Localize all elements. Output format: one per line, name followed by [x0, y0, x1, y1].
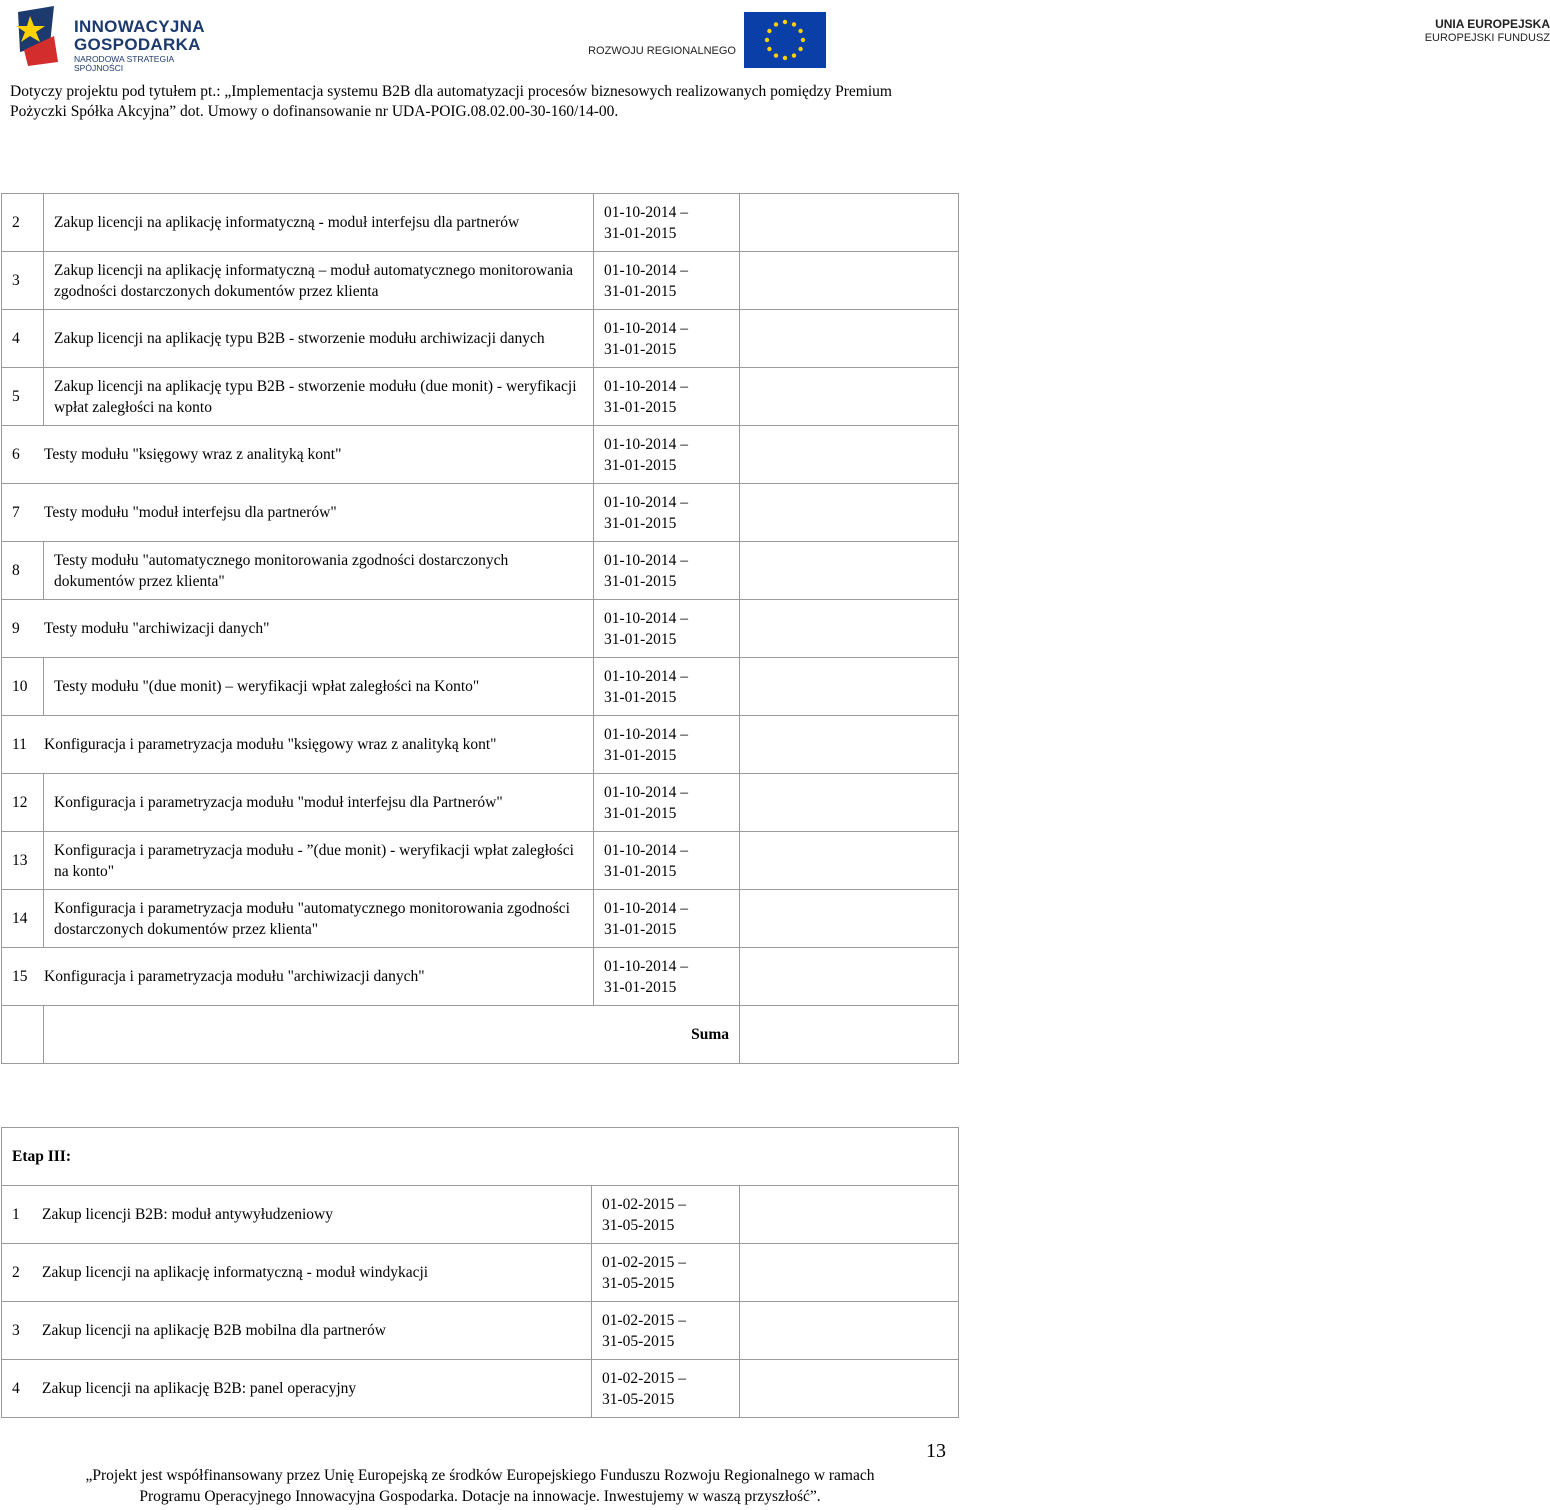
table-row — [2, 1186, 959, 1244]
flag-logo-icon — [14, 6, 70, 66]
eu-logo-line3: ROZWOJU REGIONALNEGO — [588, 45, 736, 57]
project-reference — [10, 82, 950, 122]
amount-cell — [740, 542, 959, 600]
task-description: Zakup licencji B2B: moduł antywyłudzeniowy — [42, 1206, 334, 1223]
date-end: 31-01-2015 — [604, 282, 677, 300]
date-start: 01-10-2014 – — [604, 203, 688, 221]
task-description: Konfiguracja i parametryzacja modułu "automatycznego monitorowania zgodności dostarczonych dokumentów przez klienta" — [44, 890, 594, 948]
eu-logo-line2: EUROPEJSKI FUNDUSZ — [1424, 32, 1550, 44]
amount-cell — [740, 832, 959, 890]
eu-flag-icon — [744, 12, 826, 68]
task-number: 13 — [2, 832, 44, 890]
stage-header-row — [2, 1128, 959, 1186]
task-date-range — [594, 832, 740, 890]
table-row — [2, 310, 959, 368]
task-cell — [2, 1360, 592, 1418]
task-description: Konfiguracja i parametryzacja modułu - ”(due monit) - weryfikacji wpłat zaległości na konto" — [44, 832, 594, 890]
task-number: 3 — [2, 252, 44, 310]
task-number: 7 — [12, 504, 20, 521]
logo-title-line1: INNOWACYJNA — [74, 17, 205, 36]
task-date-range — [594, 716, 740, 774]
amount-cell — [740, 1186, 959, 1244]
task-description: Zakup licencji na aplikację B2B: panel operacyjny — [42, 1380, 357, 1397]
sum-label: Suma — [44, 1006, 740, 1064]
task-description: Konfiguracja i parametryzacja modułu "moduł interfejsu dla Partnerów" — [44, 774, 594, 832]
sum-value-cell — [740, 1006, 959, 1064]
table-row — [2, 1360, 959, 1418]
task-description: Testy modułu "archiwizacji danych" — [44, 620, 270, 637]
task-description: Zakup licencji na aplikację informatyczną - moduł interfejsu dla partnerów — [44, 194, 594, 252]
footer-note — [0, 1465, 960, 1507]
task-cell — [2, 1186, 592, 1244]
table-row — [2, 194, 959, 252]
amount-cell — [740, 890, 959, 948]
date-end: 31-01-2015 — [604, 340, 677, 358]
task-description: Konfiguracja i parametryzacja modułu "księgowy wraz z analityką kont" — [44, 736, 497, 753]
amount-cell — [740, 368, 959, 426]
date-start: 01-10-2014 – — [604, 667, 688, 685]
amount-cell — [740, 310, 959, 368]
task-date-range — [594, 484, 740, 542]
task-cell — [2, 716, 594, 774]
project-reference-line2: Pożyczki Spółka Akcyjna” dot. Umowy o dofinansowanie nr UDA-POIG.08.02.00-30-160/14-00. — [10, 103, 619, 120]
date-end: 31-05-2015 — [602, 1332, 675, 1350]
table-row — [2, 716, 959, 774]
task-date-range — [594, 310, 740, 368]
task-cell — [2, 1302, 592, 1360]
date-start: 01-10-2014 – — [604, 493, 688, 511]
task-date-range — [594, 368, 740, 426]
task-number: 14 — [2, 890, 44, 948]
amount-cell — [740, 426, 959, 484]
amount-cell — [740, 658, 959, 716]
task-number: 2 — [2, 194, 44, 252]
task-cell — [2, 948, 594, 1006]
sum-row — [2, 1006, 959, 1064]
date-end: 31-01-2015 — [604, 630, 677, 648]
task-date-range — [594, 252, 740, 310]
task-description: Zakup licencji na aplikację typu B2B - stworzenie modułu (due monit) - weryfikacji wpłat zaległości na konto — [44, 368, 594, 426]
date-start: 01-10-2014 – — [604, 725, 688, 743]
task-number: 12 — [2, 774, 44, 832]
date-start: 01-10-2014 – — [604, 261, 688, 279]
table-row — [2, 252, 959, 310]
logo-title-line2: GOSPODARKA — [74, 35, 201, 54]
date-end: 31-01-2015 — [604, 514, 677, 532]
task-date-range — [594, 658, 740, 716]
table-row — [2, 658, 959, 716]
task-description: Zakup licencji na aplikację typu B2B - stworzenie modułu archiwizacji danych — [44, 310, 594, 368]
task-description: Zakup licencji na aplikację informatyczną – moduł automatycznego monitorowania zgodności dostarczonych dokumentów przez klienta — [44, 252, 594, 310]
eu-logo-line1: UNIA EUROPEJSKA — [1435, 17, 1550, 31]
amount-cell — [740, 600, 959, 658]
amount-cell — [740, 252, 959, 310]
date-end: 31-01-2015 — [604, 746, 677, 764]
task-number: 11 — [12, 736, 27, 753]
task-cell — [2, 600, 594, 658]
task-number: 3 — [12, 1322, 20, 1339]
task-cell — [2, 426, 594, 484]
date-start: 01-10-2014 – — [604, 551, 688, 569]
table-row — [2, 542, 959, 600]
task-description: Testy modułu "automatycznego monitorowania zgodności dostarczonych dokumentów przez klienta" — [44, 542, 594, 600]
project-reference-line1: Dotyczy projektu pod tytułem pt.: „Implementacja systemu B2B dla automatyzacji procesów biznesowych realizowanych pomiędzy Premium — [10, 83, 892, 100]
date-end: 31-01-2015 — [604, 920, 677, 938]
date-end: 31-01-2015 — [604, 572, 677, 590]
task-date-range — [592, 1244, 740, 1302]
task-description: Testy modułu "księgowy wraz z analityką kont" — [44, 446, 342, 463]
date-start: 01-10-2014 – — [604, 609, 688, 627]
date-end: 31-05-2015 — [602, 1390, 675, 1408]
task-date-range — [592, 1302, 740, 1360]
task-description: Konfiguracja i parametryzacja modułu "archiwizacji danych" — [44, 968, 425, 985]
date-start: 01-10-2014 – — [604, 957, 688, 975]
amount-cell — [740, 194, 959, 252]
task-number: 2 — [12, 1264, 20, 1281]
task-cell — [2, 484, 594, 542]
amount-cell — [740, 1360, 959, 1418]
table-row — [2, 774, 959, 832]
date-end: 31-01-2015 — [604, 978, 677, 996]
task-number: 4 — [2, 310, 44, 368]
footer-line1: „Projekt jest współfinansowany przez Unię Europejską ze środków Europejskiego Funduszu Rozwoju Regionalnego w ramach — [85, 1467, 875, 1484]
task-description: Zakup licencji na aplikację informatyczną - moduł windykacji — [42, 1264, 429, 1281]
date-end: 31-01-2015 — [604, 398, 677, 416]
task-description: Testy modułu "moduł interfejsu dla partnerów" — [44, 504, 337, 521]
amount-cell — [740, 948, 959, 1006]
task-number: 1 — [12, 1206, 20, 1223]
date-start: 01-02-2015 – — [602, 1311, 686, 1329]
date-end: 31-01-2015 — [604, 456, 677, 474]
table-row — [2, 1244, 959, 1302]
amount-cell — [740, 484, 959, 542]
table-row — [2, 832, 959, 890]
date-start: 01-10-2014 – — [604, 377, 688, 395]
footer-line2: Programu Operacyjnego Innowacyjna Gospodarka. Dotacje na innowacje. Inwestujemy w waszą przyszłość”. — [139, 1488, 821, 1505]
innowacyjna-gospodarka-logo — [14, 6, 224, 73]
task-date-range — [594, 426, 740, 484]
table-row — [2, 890, 959, 948]
logo-subtitle: NARODOWA STRATEGIA SPÓJNOŚCI — [74, 54, 174, 73]
tasks-table-stage2 — [1, 193, 959, 1064]
date-start: 01-02-2015 – — [602, 1369, 686, 1387]
date-end: 31-01-2015 — [604, 224, 677, 242]
task-date-range — [594, 774, 740, 832]
table-row — [2, 1302, 959, 1360]
page-number: 13 — [926, 1440, 946, 1462]
task-date-range — [592, 1360, 740, 1418]
task-date-range — [594, 194, 740, 252]
task-number: 10 — [2, 658, 44, 716]
date-end: 31-01-2015 — [604, 688, 677, 706]
table-row — [2, 426, 959, 484]
table-row — [2, 484, 959, 542]
task-number: 6 — [12, 446, 20, 463]
task-number: 4 — [12, 1380, 20, 1397]
task-date-range — [592, 1186, 740, 1244]
amount-cell — [740, 1302, 959, 1360]
task-date-range — [594, 948, 740, 1006]
task-description: Zakup licencji na aplikację B2B mobilna dla partnerów — [42, 1322, 386, 1339]
eu-fund-logo — [588, 12, 1550, 68]
task-date-range — [594, 542, 740, 600]
amount-cell — [740, 716, 959, 774]
tasks-table-stage3 — [1, 1127, 959, 1418]
date-end: 31-05-2015 — [602, 1216, 675, 1234]
date-start: 01-10-2014 – — [604, 435, 688, 453]
task-date-range — [594, 600, 740, 658]
stage-title: Etap III: — [2, 1128, 959, 1186]
task-description: Testy modułu "(due monit) – weryfikacji wpłat zaległości na Konto" — [44, 658, 594, 716]
task-number: 5 — [2, 368, 44, 426]
date-start: 01-10-2014 – — [604, 841, 688, 859]
task-number: 15 — [12, 968, 28, 985]
task-number: 8 — [2, 542, 44, 600]
table-row — [2, 948, 959, 1006]
date-end: 31-05-2015 — [602, 1274, 675, 1292]
table-row — [2, 600, 959, 658]
task-date-range — [594, 890, 740, 948]
task-number: 9 — [12, 620, 20, 637]
amount-cell — [740, 774, 959, 832]
table-row — [2, 368, 959, 426]
date-start: 01-10-2014 – — [604, 783, 688, 801]
sum-spacer — [2, 1006, 44, 1064]
date-start: 01-02-2015 – — [602, 1195, 686, 1213]
date-start: 01-02-2015 – — [602, 1253, 686, 1271]
date-start: 01-10-2014 – — [604, 319, 688, 337]
date-end: 31-01-2015 — [604, 862, 677, 880]
date-end: 31-01-2015 — [604, 804, 677, 822]
date-start: 01-10-2014 – — [604, 899, 688, 917]
task-cell — [2, 1244, 592, 1302]
amount-cell — [740, 1244, 959, 1302]
